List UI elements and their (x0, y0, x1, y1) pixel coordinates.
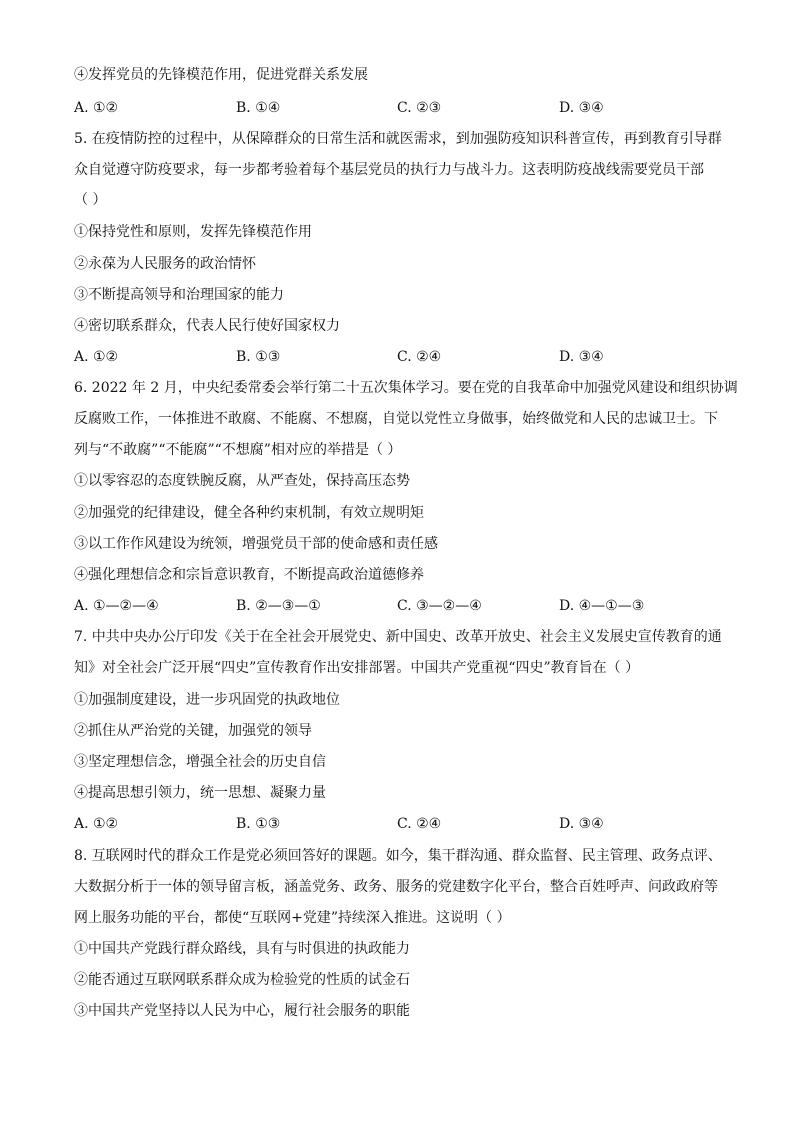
q8-stem-line-1: 8. 互联网时代的群众工作是党必须回答好的课题。如今，集干群沟通、群众监督、民主管理、政务点评、 (74, 848, 722, 864)
q5-stem-line-2: 众自觉遵守防疫要求，每一步都考验着每个基层党员的执行力与战斗力。这表明防疫战线需要党员干部 (74, 162, 704, 178)
q4-option-c: C. ②③ (397, 100, 442, 116)
q7-options (74, 814, 754, 834)
q6-option-a: A. ①—②—④ (74, 598, 159, 614)
q7-option-b: B. ①③ (236, 816, 281, 832)
q4-option-d: D. ③④ (559, 100, 604, 116)
q5-item-2: ②永葆为人民服务的政治情怀 (74, 256, 256, 272)
q6-item-3: ③以工作作风建设为统领，增强党员干部的使命感和责任感 (74, 536, 438, 552)
q8-stem-line-2: 大数据分析于一体的领导留言板，涵盖党务、政务、服务的党建数字化平台，整合百姓呼声、问政政府等 (74, 879, 718, 895)
q6-stem-line-3: 列与“不敢腐”“不能腐”“不想腐”相对应的举措是（ ） (74, 442, 402, 458)
q8-item-1: ①中国共产党践行群众路线，具有与时俱进的执政能力 (74, 941, 410, 957)
q7-stem-line-2: 知》对全社会广泛开展“四史”宣传教育作出安排部署。中国共产党重视“四史”教育旨在（ ） (74, 660, 640, 676)
q6-item-2: ②加强党的纪律建设，健全各种约束机制，有效立规明矩 (74, 505, 424, 521)
q6-option-b: B. ②—③—① (236, 598, 321, 614)
q5-options (74, 347, 754, 367)
q7-option-a: A. ①② (74, 816, 119, 832)
q7-stem-line-1: 7. 中共中央办公厅印发《关于在全社会开展党史、新中国史、改革开放史、社会主义发展史宣传教育的通 (74, 629, 722, 645)
q7-option-d: D. ③④ (559, 816, 604, 832)
q6-item-1: ①以零容忍的态度铁腕反腐，从严查处，保持高压态势 (74, 473, 410, 489)
q5-option-d: D. ③④ (559, 349, 604, 365)
q5-item-1: ①保持党性和原则，发挥先锋模范作用 (74, 224, 312, 240)
q4-option-b: B. ①④ (236, 100, 281, 116)
q7-item-1: ①加强制度建设，进一步巩固党的执政地位 (74, 692, 340, 708)
q8-stem-line-3: 网上服务功能的平台，都使“互联网+党建”持续深入推进。这说明（ ） (74, 910, 511, 926)
q6-option-d: D. ④—①—③ (559, 598, 645, 614)
q7-item-4: ④提高思想引领力，统一思想、凝聚力量 (74, 785, 326, 801)
q4-option-a: A. ①② (74, 100, 119, 116)
q5-option-c: C. ②④ (397, 349, 442, 365)
q5-option-a: A. ①② (74, 349, 119, 365)
q5-stem-line-1: 5. 在疫情防控的过程中，从保障群众的日常生活和就医需求，到加强防疫知识科普宣传，再到教育引导群 (74, 131, 722, 147)
q5-option-b: B. ①③ (236, 349, 281, 365)
q8-item-2: ②能否通过互联网联系群众成为检验党的性质的试金石 (74, 972, 410, 988)
q6-item-4: ④强化理想信念和宗旨意识教育，不断提高政治道德修养 (74, 567, 424, 583)
q6-stem-line-2: 反腐败工作，一体推进不敢腐、不能腐、不想腐，自觉以党性立身做事，始终做党和人民的忠诚卫士。下 (74, 411, 718, 427)
q7-item-3: ③坚定理想信念，增强全社会的历史自信 (74, 754, 326, 770)
q6-option-c: C. ③—②—④ (397, 598, 482, 614)
q7-item-2: ②抓住从严治党的关键，加强党的领导 (74, 723, 312, 739)
q5-stem-line-3: （ ） (74, 192, 107, 208)
q6-stem-line-1: 6. 2022 年 2 月，中央纪委常委会举行第二十五次集体学习。要在党的自我革命中加强党风建设和组织协调 (74, 380, 738, 396)
q4-item-4: ④发挥党员的先锋模范作用，促进党群关系发展 (74, 67, 368, 83)
q5-item-3: ③不断提高领导和治理国家的能力 (74, 287, 284, 303)
q8-item-3: ③中国共产党坚持以人民为中心，履行社会服务的职能 (74, 1003, 410, 1019)
q5-item-4: ④密切联系群众，代表人民行使好国家权力 (74, 318, 340, 334)
q7-option-c: C. ②④ (397, 816, 442, 832)
q4-options (74, 98, 754, 118)
q6-options (74, 596, 754, 616)
